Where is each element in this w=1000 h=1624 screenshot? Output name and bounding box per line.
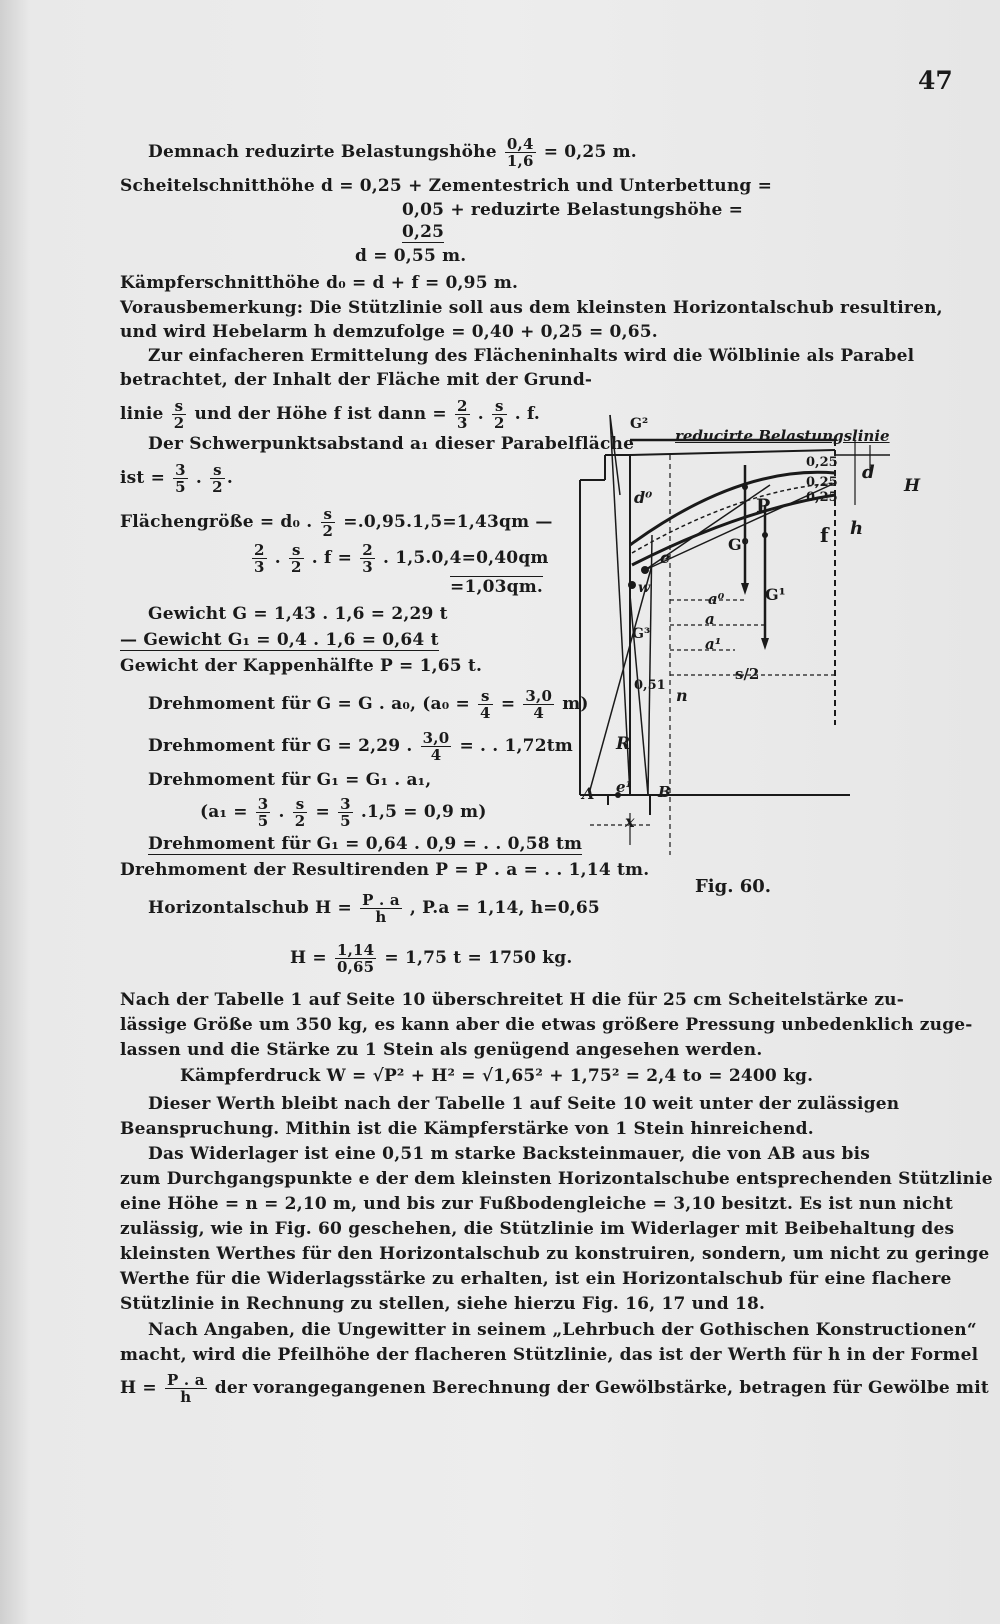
calc-line-4: 0,25 xyxy=(402,222,445,242)
figure-label-G0: G⁰ xyxy=(728,535,749,554)
fraction: $\frac{0,4}{1,6}$ xyxy=(506,135,534,170)
calc-line-7: Vorausbemerkung: Die Stützlinie soll aus dem kleinsten Horizontalschub resultiren, xyxy=(120,298,943,318)
calc-line-22: Drehmoment für G₁ = G₁ . a₁, xyxy=(148,770,432,790)
figure-label-w: w xyxy=(638,580,651,596)
calc-line-14: Flächengröße = d₀ . $\frac{s}{2}$ =.0,95.1,5=1,43qm — xyxy=(120,505,553,540)
figure-label-R: R xyxy=(616,734,631,754)
figure-label-reduced-load: reducirte Belastungslinie xyxy=(675,427,890,445)
figure-label-e1: e¹ xyxy=(616,778,633,796)
calc-line-5: d = 0,55 m. xyxy=(355,246,467,266)
figure-label-A: A xyxy=(582,784,595,803)
calc-line-17: Gewicht G = 1,43 . 1,6 = 2,29 t xyxy=(148,604,448,624)
figure-label-025b: 0,25 xyxy=(806,475,838,490)
figure-label-H: H xyxy=(904,476,921,496)
calc-line-8: und wird Hebelarm h demzufolge = 0,40 + 0,25 = 0,65. xyxy=(120,322,658,342)
figure-label-e: e xyxy=(660,548,671,567)
figure-label-s2: s/2 xyxy=(735,665,760,683)
body-line-16: H = $\frac{P . a}{h}$ der vorangegangenen Berechnung der Gewölbstärke, betragen für Gewölbe mit xyxy=(120,1371,989,1406)
body-line-3: lassen und die Stärke zu 1 Stein als genügend angesehen werden. xyxy=(120,1040,763,1060)
figure-label-d0: d⁰ xyxy=(634,488,653,507)
figure-label-d: d xyxy=(862,462,875,483)
calc-line-15: $\frac{2}{3}$ . $\frac{s}{2}$ . f = $\frac{2}{3}$ . 1,5.0,4=0,40qm xyxy=(254,541,549,576)
calc-line-3: 0,05 + reduzirte Belastungshöhe = xyxy=(402,200,744,220)
calc-line-23: (a₁ = $\frac{3}{5}$ . $\frac{s}{2}$ = $\frac{3}{5}$ .1,5 = 0,9 m) xyxy=(200,795,487,830)
figure-label-a1: a¹ xyxy=(705,635,722,653)
body-line-5: Dieser Werth bleibt nach der Tabelle 1 auf Seite 10 weit unter der zulässigen xyxy=(148,1094,900,1114)
body-line-4: Kämpferdruck W = √P² + H² = √1,65² + 1,75² = 2,4 to = 2400 kg. xyxy=(180,1066,814,1086)
body-line-13: Stützlinie in Rechnung zu stellen, siehe hierzu Fig. 16, 17 und 18. xyxy=(120,1294,766,1314)
figure-label-G3: G³ xyxy=(632,626,651,642)
calc-line-2: Scheitelschnitthöhe d = 0,25 + Zementestrich und Unterbettung = xyxy=(120,176,773,196)
figure-label-x: x xyxy=(625,812,635,831)
figure-label-G1: G¹ xyxy=(765,585,786,604)
body-line-12: Werthe für die Widerlagsstärke zu erhalten, ist ein Horizontalschub für eine flachere xyxy=(120,1269,952,1289)
calc-line-11: linie $\frac{s}{2}$ und der Höhe f ist dann = $\frac{2}{3}$ . $\frac{s}{2}$ . f. xyxy=(120,397,541,432)
body-line-14: Nach Angaben, die Ungewitter in seinem „Lehrbuch der Gothischen Konstructionen“ xyxy=(148,1320,977,1340)
figure-label-f: f xyxy=(820,523,829,547)
figure-label-n: n xyxy=(676,686,688,705)
calc-line-27: H = $\frac{1,14}{0,65}$ = 1,75 t = 1750 kg. xyxy=(290,941,573,976)
figure-label-B: B xyxy=(658,783,671,801)
body-line-11: kleinsten Werthes für den Horizontalschub zu konstruiren, sondern, um nicht zu geringe xyxy=(120,1244,990,1264)
calc-line-10: betrachtet, der Inhalt der Fläche mit der Grund- xyxy=(120,370,593,390)
body-line-2: lässige Größe um 350 kg, es kann aber die etwas größere Pressung unbedenklich zuge- xyxy=(120,1015,973,1035)
figure-label-a: a xyxy=(705,610,715,628)
calc-line-21: Drehmoment für G = 2,29 . $\frac{3,0}{4}$ = . . 1,72tm xyxy=(148,729,573,764)
calc-line-6: Kämpferschnitthöhe d₀ = d + f = 0,95 m. xyxy=(120,273,519,293)
calc-line-9: Zur einfacheren Ermittelung des Flächeninhalts wird die Wölblinie als Parabel xyxy=(148,346,915,366)
calc-line-20: Drehmoment für G = G . a₀, (a₀ = $\frac{s}{4}$ = $\frac{3,0}{4}$ m) xyxy=(148,687,589,722)
page-number: 47 xyxy=(918,66,953,95)
figure-label-a0: a⁰ xyxy=(708,590,725,608)
figure-label-h: h xyxy=(850,518,864,539)
body-line-9: eine Höhe = n = 2,10 m, und bis zur Fußbodengleiche = 3,10 besitzt. Es ist nun nicht xyxy=(120,1194,954,1214)
figure-label-025c: 0,25 xyxy=(806,490,838,505)
body-line-1: Nach der Tabelle 1 auf Seite 10 überschreitet H die für 25 cm Scheitelstärke zu- xyxy=(120,990,904,1010)
figure-label-P: P xyxy=(756,495,771,517)
calc-line-12: Der Schwerpunktsabstand a₁ dieser Parabelfläche xyxy=(148,434,635,454)
calc-line-13: ist = $\frac{3}{5}$ . $\frac{s}{2}$ . xyxy=(120,461,233,496)
calc-line-24: Drehmoment für G₁ = 0,64 . 0,9 = . . 0,58 tm xyxy=(148,834,583,854)
figure-caption: Fig. 60. xyxy=(695,876,772,897)
body-line-7: Das Widerlager ist eine 0,51 m starke Backsteinmauer, die von AB aus bis xyxy=(148,1144,871,1164)
body-line-6: Beanspruchung. Mithin ist die Kämpferstärke von 1 Stein hinreichend. xyxy=(120,1119,814,1139)
calc-line-1: Demnach reduzirte Belastungshöhe $\frac{0,4}{1,6}$ = 0,25 m. xyxy=(148,135,637,170)
body-line-15: macht, wird die Pfeilhöhe der flacheren Stützlinie, das ist der Werth für h in der Formel xyxy=(120,1345,979,1365)
calc-line-19: Gewicht der Kappenhälfte P = 1,65 t. xyxy=(120,656,483,676)
calc-line-18: — Gewicht G₁ = 0,4 . 1,6 = 0,64 t xyxy=(120,630,439,650)
figure-label-G2: G² xyxy=(630,416,649,432)
figure-label-051: 0,51 xyxy=(634,678,666,693)
figure-label-025a: 0,25 xyxy=(806,455,838,470)
body-line-10: zulässig, wie in Fig. 60 geschehen, die Stützlinie im Widerlager mit Beibehaltung des xyxy=(120,1219,955,1239)
calc-line-16: =1,03qm. xyxy=(450,577,544,597)
calc-line-25: Drehmoment der Resultirenden P = P . a = . . 1,14 tm. xyxy=(120,860,650,880)
calc-line-26: Horizontalschub H = $\frac{P . a}{h}$ , P.a = 1,14, h=0,65 xyxy=(148,891,600,926)
body-line-8: zum Durchgangspunkte e der dem kleinsten Horizontalschube entsprechenden Stützlinie xyxy=(120,1169,993,1189)
